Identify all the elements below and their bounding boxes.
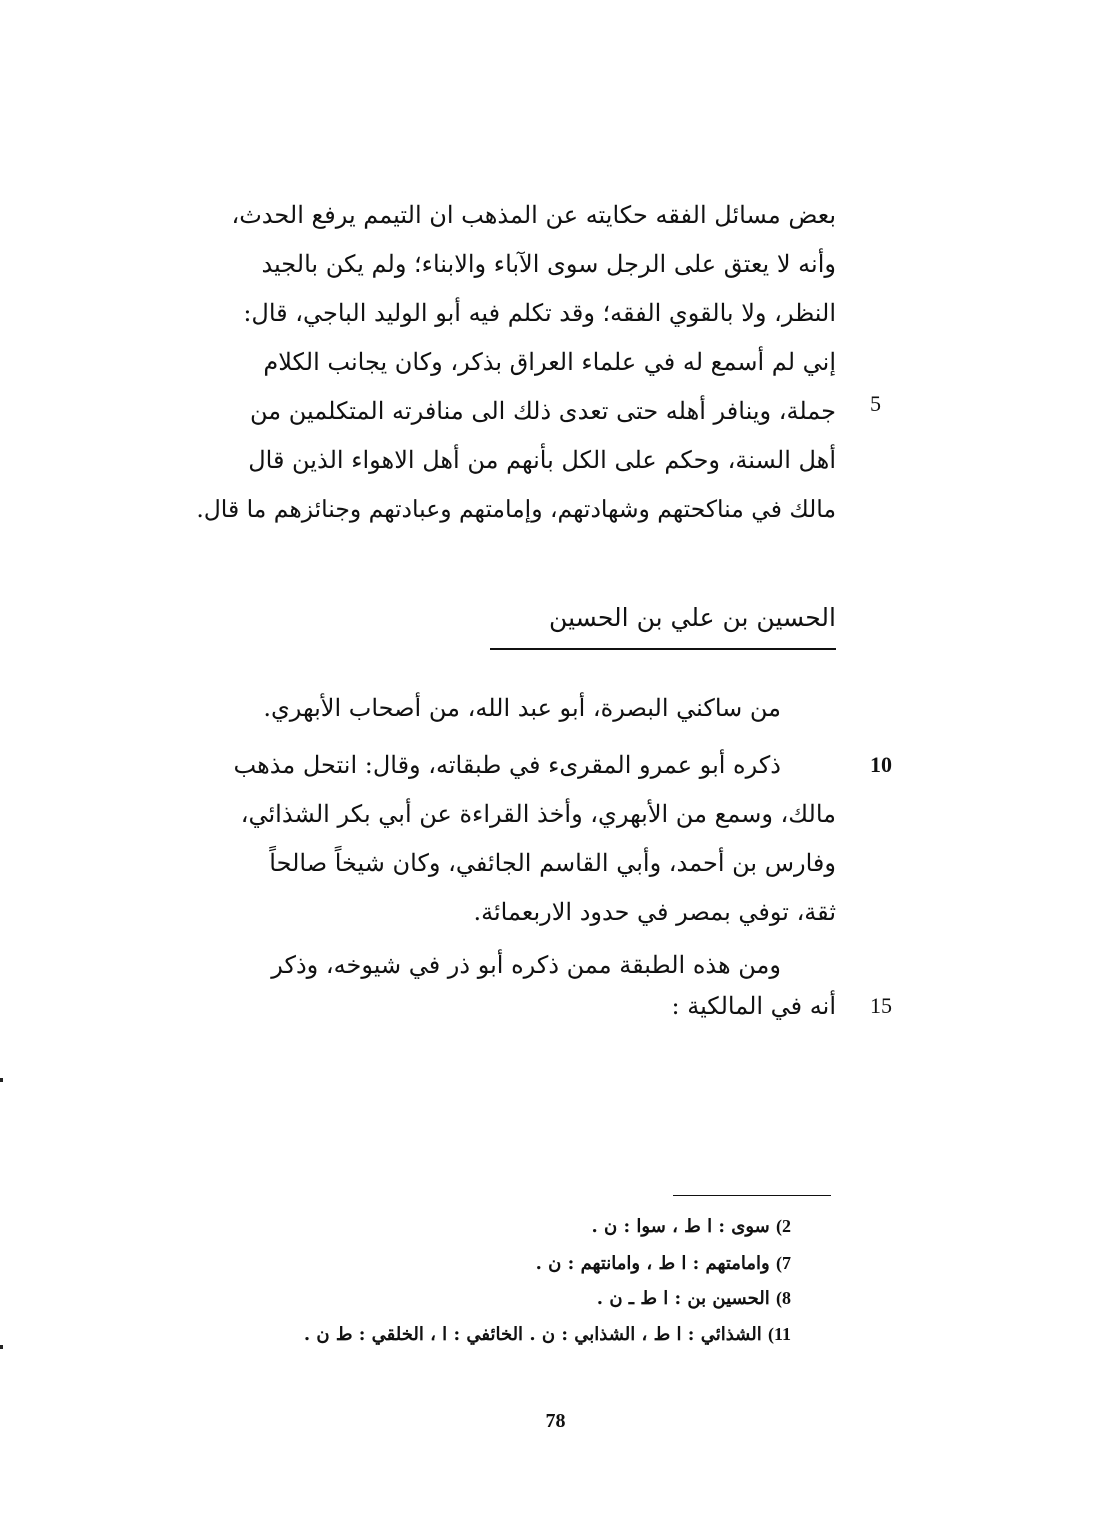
line-number: 5 <box>870 391 881 416</box>
text-line: من ساكني البصرة، أبو عبد الله، من أصحاب الأبهري. <box>263 694 781 722</box>
entry-heading: الحسين بن علي بن الحسين <box>549 603 836 632</box>
scan-mark <box>0 1345 3 1349</box>
text-line: أهل السنة، وحكم على الكل بأنهم من أهل الاهواء الذين قال <box>248 446 836 474</box>
footnote <box>304 1318 791 1350</box>
text-line: مالك، وسمع من الأبهري، وأخذ القراءة عن أبي بكر الشذائي، <box>240 800 836 828</box>
footnote-number: 8) <box>776 1288 791 1308</box>
line-number: 15 <box>870 993 892 1018</box>
footnote <box>592 1210 792 1242</box>
footnote-number: 2) <box>776 1216 791 1236</box>
text-line: ذكره أبو عمرو المقرىء في طبقاته، وقال: انتحل مذهب <box>233 751 781 779</box>
footnote-text: سوى : ا ط ، سوا : ن . <box>591 1216 770 1237</box>
text-line: وأنه لا يعتق على الرجل سوى الآباء والابناء؛ ولم يكن بالجيد <box>261 250 836 278</box>
text-line: ثقة، توفي بمصر في حدود الاربعمائة. <box>473 898 836 926</box>
text-line: النظر، ولا بالقوي الفقه؛ وقد تكلم فيه أبو الوليد الباجي، قال: <box>243 299 836 327</box>
page-number: 78 <box>545 1410 566 1432</box>
heading-underline <box>490 648 836 650</box>
footnote-text: وامامتهم : ا ط ، وامانتهم : ن . <box>535 1253 770 1274</box>
footnote-text: الحسين بن : ا ط ـ ن . <box>596 1288 770 1309</box>
scan-mark <box>0 1078 3 1082</box>
text-line: وفارس بن أحمد، وأبي القاسم الجائفي، وكان شيخاً صالحاً <box>269 849 836 877</box>
footnote-number: 7) <box>776 1253 791 1273</box>
footnote-separator <box>673 1195 831 1196</box>
line-number: 10 <box>870 752 892 777</box>
text-line: بعض مسائل الفقه حكايته عن المذهب ان التيمم يرفع الحدث، <box>231 201 836 229</box>
text-line: مالك في مناكحتهم وشهادتهم، وإمامتهم وعبادتهم وجنائزهم ما قال. <box>196 495 836 523</box>
footnote-number: 11) <box>767 1324 791 1344</box>
text-line: أنه في المالكية : <box>671 992 836 1020</box>
text-line: جملة، وينافر أهله حتى تعدى ذلك الى منافرته المتكلمين من <box>249 397 836 425</box>
footnote <box>536 1247 791 1279</box>
text-line: إني لم أسمع له في علماء العراق بذكر، وكان يجانب الكلام <box>263 348 836 376</box>
text-line: ومن هذه الطبقة ممن ذكره أبو ذر في شيوخه، وذكر <box>271 951 781 979</box>
footnote <box>597 1282 791 1314</box>
footnote-text: الشذائي : ا ط ، الشذابي : ن . الخائفي : ا ، الخلقي : ط ن . <box>303 1324 762 1345</box>
